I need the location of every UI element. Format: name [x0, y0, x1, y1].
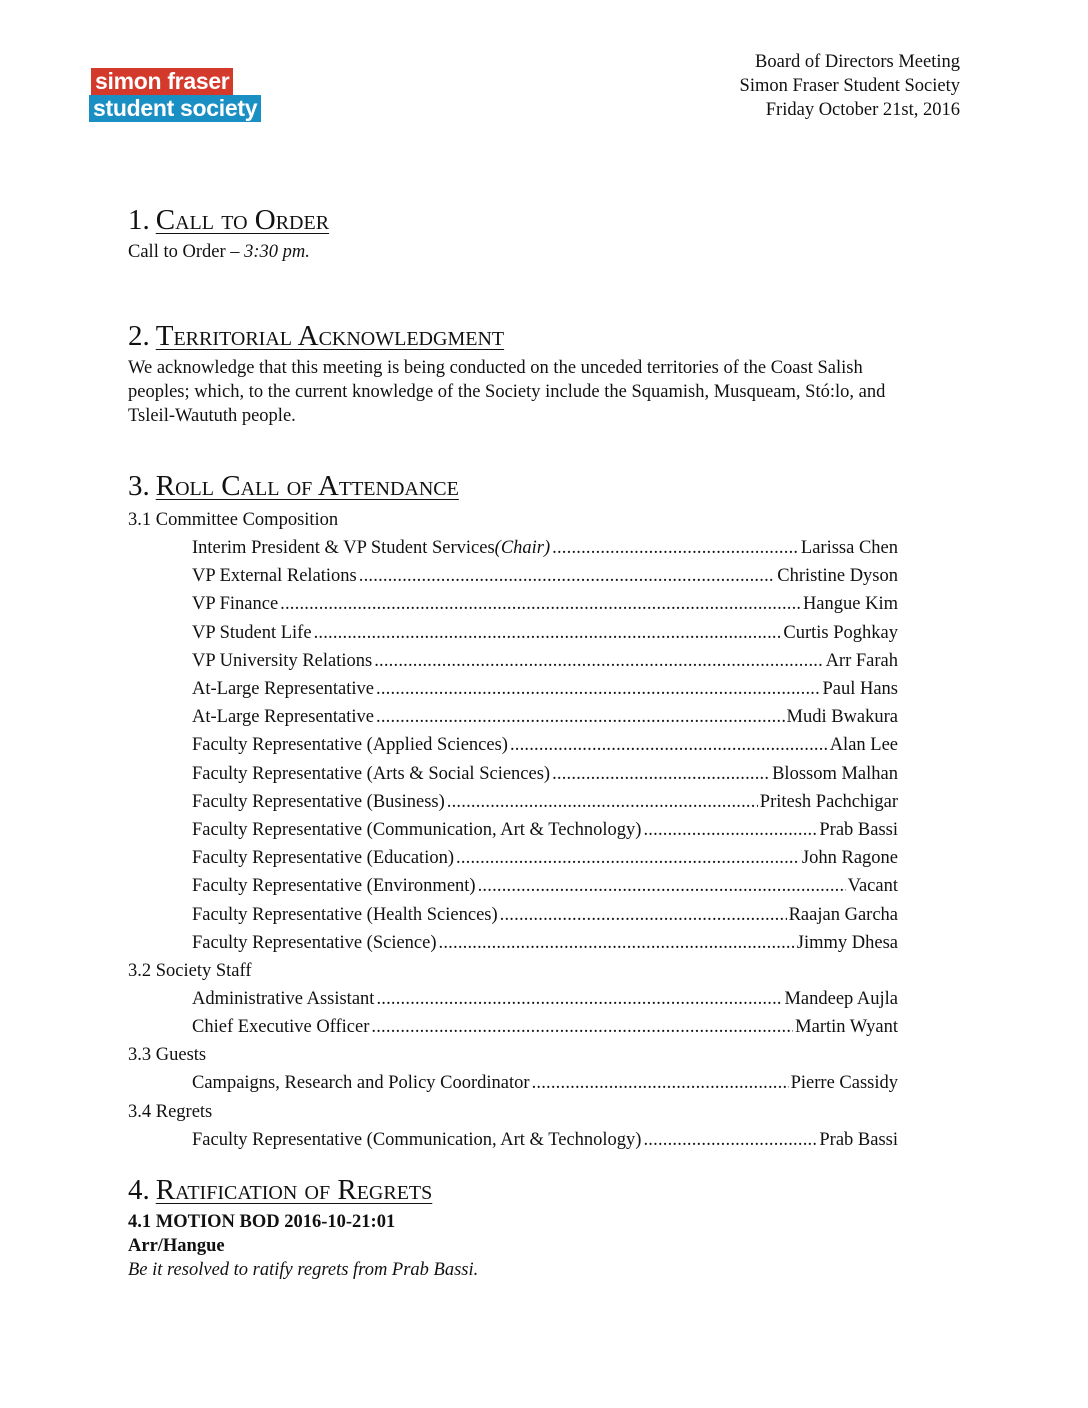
- leader-dots: [456, 844, 800, 872]
- attendance-role: VP External Relations: [192, 566, 357, 587]
- attendance-role: Faculty Representative (Communication, Art & Technology): [192, 820, 642, 841]
- logo-line-1: simon fraser: [91, 68, 233, 95]
- subsection-committee-composition: 3.1 Committee Composition: [128, 510, 339, 530]
- attendance-role: Faculty Representative (Education): [192, 848, 454, 869]
- attendance-row: [192, 788, 898, 816]
- attendance-name: Paul Hans: [822, 679, 898, 700]
- attendance-name: Pierre Cassidy: [790, 1073, 898, 1094]
- motion-number: 4.1 MOTION BOD 2016-10-21:01: [128, 1211, 396, 1232]
- attendance-name: Larissa Chen: [800, 538, 898, 558]
- attendance-row: [192, 647, 898, 675]
- attendance-name: Blossom Malhan: [772, 763, 898, 784]
- leader-dots: [314, 619, 782, 647]
- attendance-name: Alan Lee: [829, 735, 898, 756]
- section-title: Territorial Acknowledgment: [155, 320, 505, 352]
- attendance-row: [192, 844, 898, 872]
- society-logo: [89, 68, 271, 122]
- leader-dots: [439, 929, 795, 957]
- attendance-row: [192, 929, 898, 957]
- attendance-name: Prab Bassi: [819, 1129, 898, 1150]
- attendance-role: Faculty Representative (Communication, Art & Technology): [192, 1129, 642, 1150]
- leader-dots: [359, 562, 775, 590]
- attendance-role: Faculty Representative (Arts & Social Sciences): [192, 763, 551, 784]
- attendance-role: Administrative Assistant: [192, 989, 375, 1010]
- attendance-name: Hangue Kim: [802, 594, 898, 615]
- section-heading-call-to-order: [128, 200, 968, 240]
- attendance-role-note: (Chair): [494, 538, 551, 558]
- attendance-name: Vacant: [847, 876, 898, 897]
- attendance-name: Curtis Poghkay: [783, 622, 898, 643]
- attendance-role: Chief Executive Officer: [192, 1017, 370, 1038]
- attendance-name: Prab Bassi: [819, 820, 898, 841]
- attendance-row: [192, 1126, 898, 1154]
- leader-dots: [643, 816, 817, 844]
- attendance-name: Martin Wyant: [795, 1017, 898, 1038]
- attendance-row: [192, 1069, 898, 1097]
- subsection-guests: 3.3 Guests: [128, 1045, 207, 1066]
- leader-dots: [552, 760, 770, 788]
- attendance-name: Jimmy Dhesa: [796, 932, 898, 953]
- attendance-name: Christine Dyson: [777, 566, 898, 587]
- attendance-row: [192, 590, 898, 618]
- attendance-role: Faculty Representative (Science): [192, 932, 437, 953]
- leader-dots: [280, 590, 801, 618]
- call-to-order-text: [128, 240, 968, 264]
- section-title: Ratification of Regrets: [155, 1173, 433, 1206]
- attendance-role: VP University Relations: [192, 650, 373, 671]
- attendance-name: Mudi Bwakura: [786, 707, 898, 728]
- attendance-row: [192, 760, 898, 788]
- leader-dots: [552, 534, 799, 562]
- call-to-order-label: Call to Order –: [128, 242, 245, 262]
- territorial-acknowledgment-text: We acknowledge that this meeting is being conducted on the unceded territories of the Coast Salish peoples; which, to the current knowledge of the Society include the Squamish, Musqueam, Stó:lo, and Tsleil-Waututh people.: [128, 358, 886, 426]
- motion-resolution: Be it resolved to ratify regrets from Prab Bassi.: [128, 1259, 479, 1280]
- subsection-regrets: 3.4 Regrets: [128, 1101, 213, 1122]
- attendance-role: At-Large Representative: [192, 707, 375, 728]
- document-header: [740, 50, 960, 122]
- attendance-role: At-Large Representative: [192, 679, 375, 700]
- attendance-name: Arr Farah: [825, 650, 898, 671]
- attendance-role: VP Finance: [192, 594, 279, 615]
- attendance-role: Faculty Representative (Health Sciences): [192, 904, 498, 925]
- leader-dots: [376, 675, 820, 703]
- attendance-row: [192, 816, 898, 844]
- regrets-list: [128, 1126, 968, 1154]
- attendance-row: [192, 562, 898, 590]
- leader-dots: [510, 731, 828, 759]
- attendance-name: Pritesh Pachchigar: [759, 791, 898, 812]
- document-body: [128, 200, 968, 1282]
- section-title: Roll Call of Attendance: [155, 470, 459, 502]
- organization-name: Simon Fraser Student Society: [739, 76, 960, 96]
- leader-dots: [371, 1013, 793, 1041]
- section-heading-territorial-acknowledgment: [128, 316, 968, 356]
- leader-dots: [447, 788, 758, 816]
- section-heading-roll-call: [128, 466, 968, 506]
- attendance-row: [192, 675, 898, 703]
- attendance-row: [192, 534, 898, 562]
- leader-dots: [500, 901, 787, 929]
- leader-dots: [478, 872, 846, 900]
- attendance-row: [192, 872, 898, 900]
- attendance-row: [192, 901, 898, 929]
- section-title: Call to Order: [155, 204, 330, 236]
- logo-line-2: student society: [89, 95, 261, 122]
- leader-dots: [376, 703, 784, 731]
- attendance-role: Faculty Representative (Environment): [192, 876, 476, 897]
- subsection-society-staff: 3.2 Society Staff: [128, 961, 252, 982]
- attendance-row: [192, 703, 898, 731]
- guests-list: [128, 1069, 968, 1097]
- attendance-role: Interim President & VP Student Services: [192, 538, 495, 558]
- attendance-row: [192, 731, 898, 759]
- call-to-order-time: 3:30 pm.: [244, 242, 310, 262]
- leader-dots: [376, 985, 782, 1013]
- leader-dots: [532, 1069, 789, 1097]
- motion-movers: Arr/Hangue: [128, 1235, 225, 1256]
- attendance-name: John Ragone: [801, 848, 898, 869]
- attendance-role: Faculty Representative (Business): [192, 791, 445, 812]
- attendance-role: Faculty Representative (Applied Sciences): [192, 735, 508, 756]
- section-heading-ratification-of-regrets: [128, 1170, 968, 1210]
- meeting-date: Friday October 21st, 2016: [765, 100, 960, 120]
- meeting-title: Board of Directors Meeting: [755, 52, 960, 72]
- attendance-row: [192, 619, 898, 647]
- attendance-role: Campaigns, Research and Policy Coordinator: [192, 1073, 530, 1094]
- attendance-name: Raajan Garcha: [788, 904, 898, 925]
- attendance-row: [192, 985, 898, 1013]
- section-number: 3.: [128, 470, 150, 502]
- attendance-name: Mandeep Aujla: [784, 989, 898, 1010]
- section-number: 4.: [128, 1173, 150, 1206]
- section-number: 2.: [128, 320, 150, 352]
- attendance-row: [192, 1013, 898, 1041]
- committee-list: [128, 534, 968, 957]
- section-number: 1.: [128, 204, 150, 236]
- leader-dots: [643, 1126, 817, 1154]
- leader-dots: [374, 647, 823, 675]
- attendance-role: VP Student Life: [192, 622, 312, 643]
- staff-list: [128, 985, 968, 1041]
